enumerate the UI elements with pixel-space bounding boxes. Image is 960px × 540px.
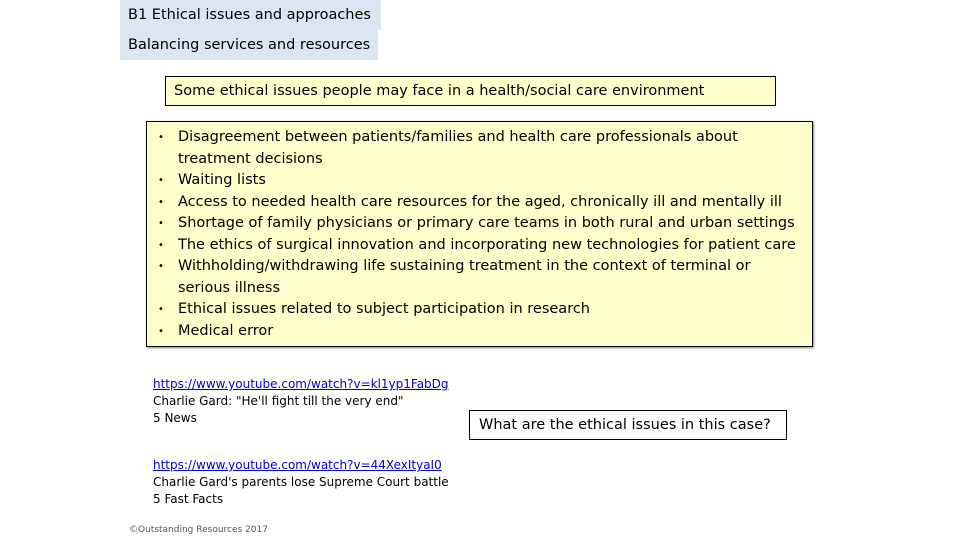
subtopic-tag: Balancing services and resources <box>120 30 378 60</box>
issue-item: • The ethics of surgical innovation and incorporating new technologies for patient care <box>155 235 804 257</box>
issues-list <box>155 127 804 342</box>
bullet-icon: • <box>158 175 164 186</box>
video-link[interactable]: https://www.youtube.com/watch?v=44XexItyaI0 <box>153 458 442 472</box>
issue-item: • Waiting lists <box>155 170 804 192</box>
issue-item: • Access to needed health care resources for the aged, chronically ill and mentally ill <box>155 192 804 214</box>
bullet-icon: • <box>158 218 164 229</box>
issues-box <box>146 121 813 347</box>
issue-item: • Ethical issues related to subject participation in research <box>155 299 804 321</box>
copyright-footer: ©Outstanding Resources 2017 <box>129 525 268 535</box>
subtitle-box: Some ethical issues people may face in a health/social care environment <box>165 76 776 106</box>
question-box: What are the ethical issues in this case? <box>469 410 787 440</box>
video-title: Charlie Gard: "He'll fight till the very end" <box>153 394 404 408</box>
bullet-icon: • <box>158 132 164 143</box>
topic-tag: B1 Ethical issues and approaches <box>120 0 381 30</box>
video-link[interactable]: https://www.youtube.com/watch?v=kl1yp1FabDg <box>153 377 449 391</box>
issue-item: • Shortage of family physicians or primary care teams in both rural and urban settings <box>155 213 804 235</box>
issue-item: • Withholding/withdrawing life sustaining treatment in the context of terminal or serious illness <box>155 256 804 299</box>
issue-item: • Disagreement between patients/families and health care professionals about treatment decisions <box>155 127 804 170</box>
bullet-icon: • <box>158 304 164 315</box>
video-source: 5 News <box>153 411 197 425</box>
bullet-icon: • <box>158 196 164 208</box>
issue-item: • Medical error <box>155 321 804 343</box>
video-title: Charlie Gard's parents lose Supreme Court battle <box>153 475 449 489</box>
bullet-icon: • <box>158 261 164 272</box>
video-link-block <box>153 457 453 508</box>
video-source: 5 Fast Facts <box>153 492 224 506</box>
bullet-icon: • <box>158 239 164 251</box>
bullet-icon: • <box>158 325 164 337</box>
video-link-block <box>153 376 453 427</box>
